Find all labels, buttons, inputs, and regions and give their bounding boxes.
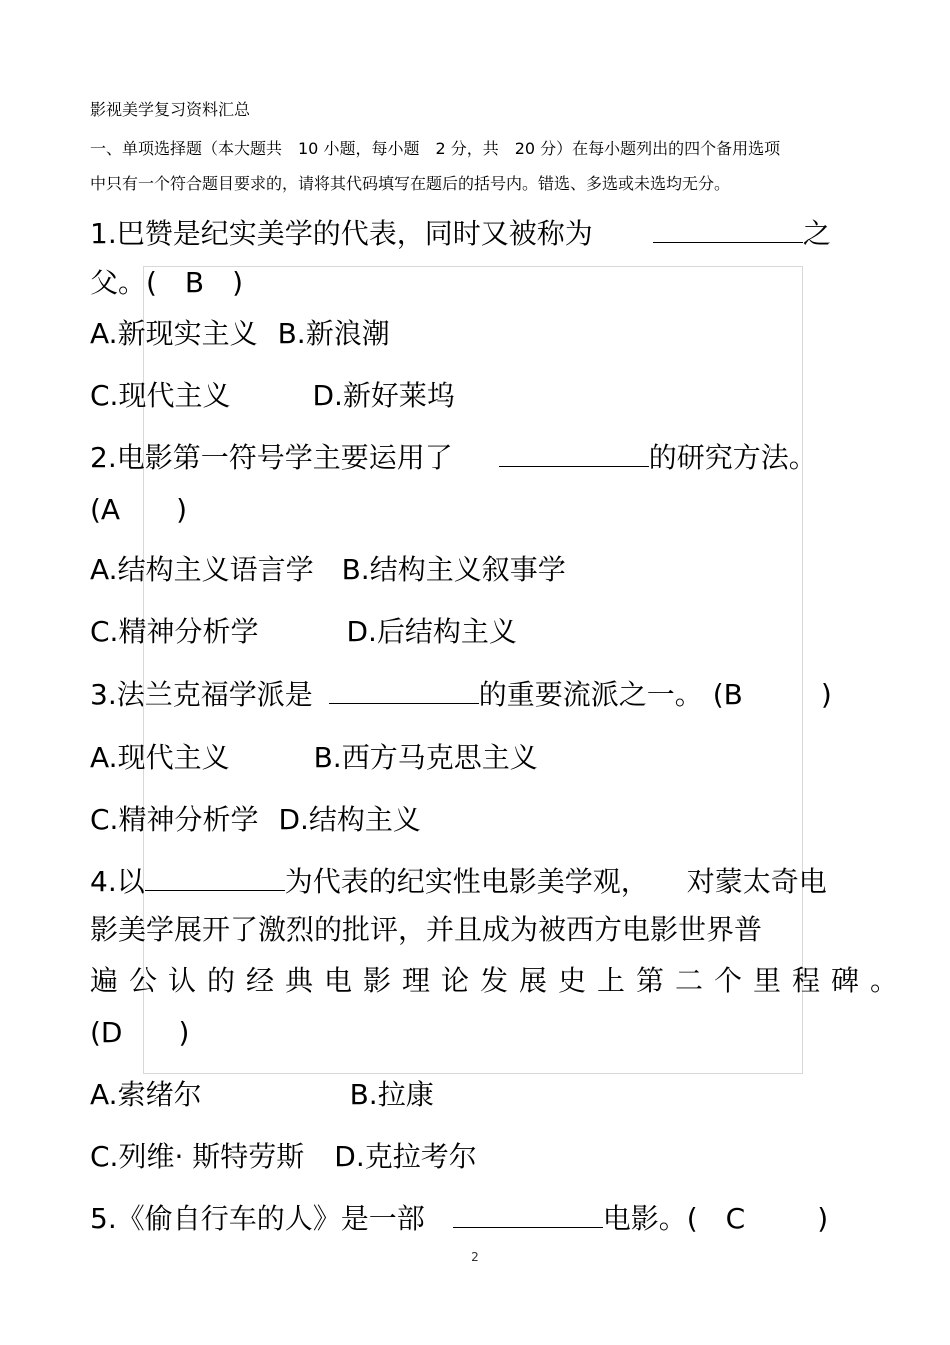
option-b: B.西方马克思主义: [313, 741, 538, 774]
question-2-text-end: 的研究方法。: [648, 441, 817, 474]
question-4-line-3: 遍公认的经典电影理论发展史上第二个里程碑。: [90, 964, 910, 997]
answer-blank: [453, 1203, 603, 1228]
question-5-text: 5.《偷自行车的人》是一部: [90, 1202, 425, 1235]
answer-blank: [145, 866, 285, 891]
question-1-answer: 父。( B ): [90, 266, 244, 299]
option-a: A.现代主义: [90, 741, 230, 774]
question-3-options-ab: [90, 738, 538, 778]
question-4-options-cd: [90, 1137, 477, 1177]
question-1-stem: [90, 214, 831, 254]
question-3-answer-close: ): [820, 678, 832, 711]
question-2-stem: [90, 438, 817, 478]
question-3-answer: (B: [712, 678, 743, 711]
option-a: A.索绪尔: [90, 1078, 202, 1111]
question-4-options-ab: [90, 1075, 434, 1115]
question-3-stem: [90, 675, 832, 715]
question-4-text: 4.以: [90, 865, 145, 898]
question-5-text-end: 电影。: [602, 1202, 687, 1235]
question-3-text-end: 的重要流派之一。: [478, 678, 703, 711]
option-c: C.列维· 斯特劳斯: [90, 1140, 305, 1173]
option-c: C.精神分析学: [90, 803, 259, 836]
question-1-text: 1.巴赞是纪实美学的代表，同时又被称为: [90, 217, 593, 250]
question-5-answer: ( C: [686, 1202, 746, 1235]
question-5-stem: [90, 1199, 828, 1239]
instructions-line-1: 一、单项选择题（本大题共 10 小题，每小题 2 分，共 20 分）在每小题列出的四个备用选项: [90, 139, 781, 158]
question-1-text-end: 之: [802, 217, 831, 250]
question-2-answer: (A ): [90, 493, 188, 526]
question-4-line-2: 影美学展开了激烈的批评，并且成为被西方电影世界普: [90, 913, 763, 946]
question-4-answer: (D ): [90, 1016, 190, 1049]
question-4-text-end: 对蒙太奇电: [686, 865, 827, 898]
answer-blank: [653, 218, 803, 243]
option-d: D.新好莱坞: [312, 379, 455, 412]
option-d: D.结构主义: [278, 803, 421, 836]
option-b: B.新浪潮: [277, 317, 390, 350]
question-1-options-cd: [90, 376, 455, 416]
option-d: D.后结构主义: [346, 615, 517, 648]
question-3-text: 3.法兰克福学派是: [90, 678, 313, 711]
answer-blank: [329, 679, 479, 704]
question-2-options-ab: [90, 550, 566, 590]
question-1-options-ab: [90, 314, 390, 354]
question-2-text: 2.电影第一符号学主要运用了: [90, 441, 453, 474]
answer-blank: [499, 442, 649, 467]
question-4-text-mid: 为代表的纪实性电影美学观，: [284, 865, 649, 898]
instructions-line-2: 中只有一个符合题目要求的，请将其代码填写在题后的括号内。错选、多选或未选均无分。: [90, 174, 731, 193]
option-a: A.新现实主义: [90, 317, 258, 350]
question-5-answer-close: ): [817, 1202, 829, 1235]
option-d: D.克拉考尔: [334, 1140, 477, 1173]
option-c: C.现代主义: [90, 379, 231, 412]
question-2-options-cd: [90, 612, 517, 652]
option-a: A.结构主义语言学: [90, 553, 314, 586]
option-b: B.拉康: [349, 1078, 434, 1111]
option-b: B.结构主义叙事学: [341, 553, 566, 586]
option-c: C.精神分析学: [90, 615, 259, 648]
question-4-stem: [90, 862, 827, 902]
document-title: 影视美学复习资料汇总: [90, 100, 251, 119]
question-3-options-cd: [90, 800, 421, 840]
page-number: 2: [471, 1250, 479, 1264]
